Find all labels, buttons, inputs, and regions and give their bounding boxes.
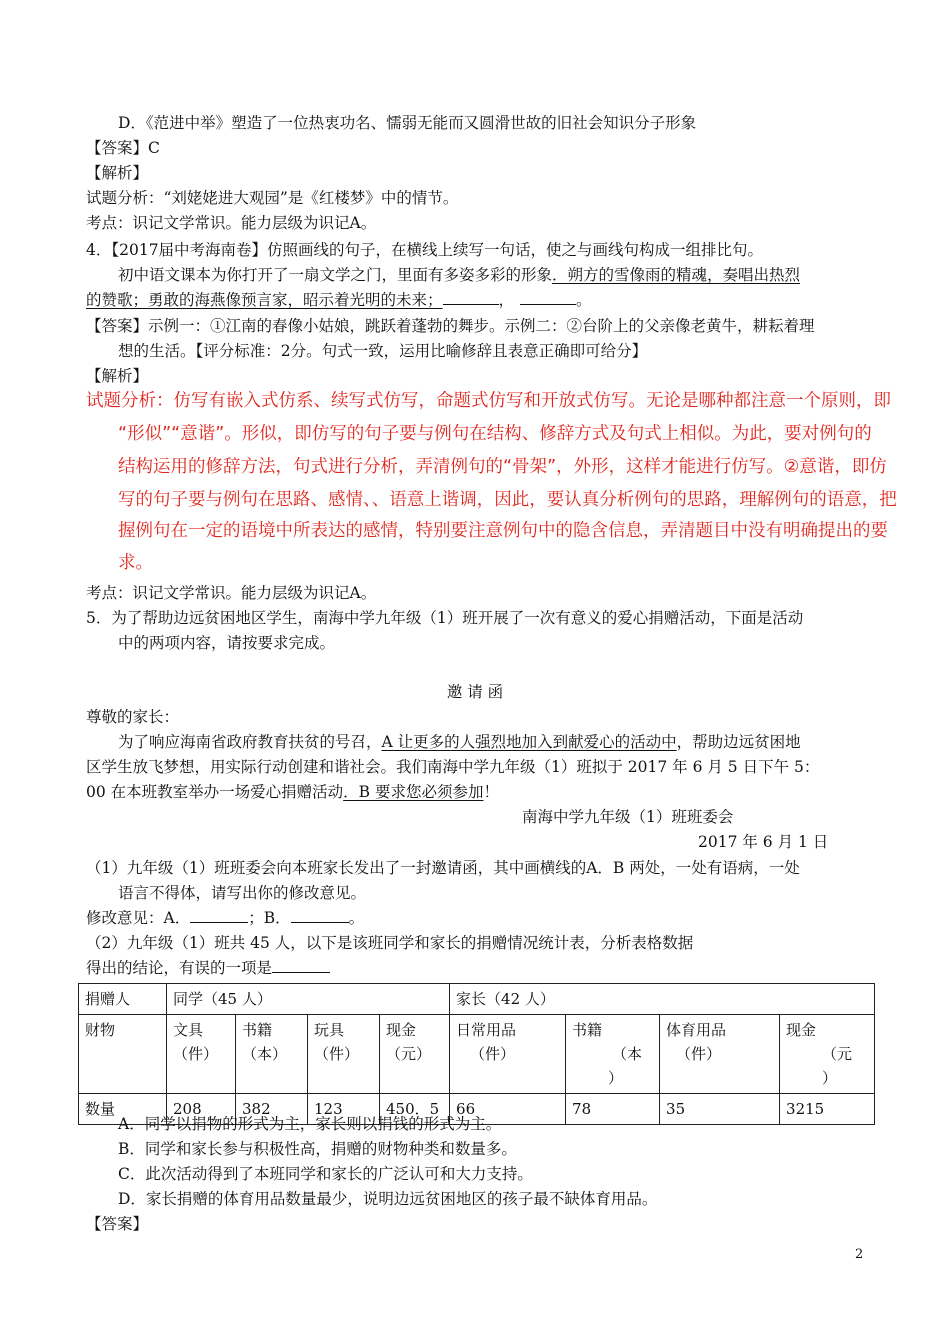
q4-kaodian: 考点：识记文学常识。能力层级为识记A。	[86, 584, 377, 602]
col-unit: （本）	[242, 1045, 288, 1063]
table-cell: 208	[167, 1094, 236, 1125]
col-name: 玩具	[314, 1021, 345, 1039]
col-unit-close: ）	[608, 1069, 624, 1087]
table-header-parents: 家长（42 人）	[450, 984, 875, 1015]
q5-prompt-line2: 中的两项内容，请按要求完成。	[118, 634, 336, 652]
q5-answer-label: 【答案】	[86, 1215, 149, 1233]
table-cell: 3215	[780, 1094, 875, 1125]
table-header-item: 财物	[79, 1015, 167, 1094]
q5-fix-blank-b[interactable]	[291, 908, 349, 923]
q3-analysis-label: 【解析】	[86, 164, 149, 182]
letter-underline-a: A 让更多的人强烈地加入到献爱心的活动中	[381, 733, 677, 751]
col-unit-close: ）	[822, 1069, 838, 1087]
col-name: 书籍	[242, 1021, 273, 1039]
letter-body1-rest: ，帮助边远贫困地	[676, 733, 801, 751]
q4-blank-end: 。	[576, 291, 592, 309]
table-cell: 78	[566, 1094, 660, 1125]
q4-prompt: 4．【2017届中考海南卷】仿照画线的句子，在横线上续写一句话，使之与画线句构成一组排比句。	[86, 241, 764, 259]
table-col-header	[380, 1015, 450, 1094]
q4-blank-sep: ，	[498, 291, 515, 309]
q5-sub1-line1: （1）九年级（1）班班委会向本班家长发出了一封邀请函，其中画横线的A．B 两处，一处有语病，一处	[86, 859, 800, 877]
q5-fix-blank-a[interactable]	[190, 908, 248, 923]
table-cell: 382	[236, 1094, 308, 1125]
letter-salutation: 尊敬的家长：	[86, 708, 180, 726]
donation-table	[78, 983, 875, 1125]
q5-option-b: B．同学和家长参与积极性高，捐赠的财物种类和数量多。	[118, 1140, 517, 1158]
q4-analysis-label: 【解析】	[86, 367, 149, 385]
col-name: 文具	[173, 1021, 204, 1039]
q5-option-a: A．同学以捐物的形式为主，家长则以捐钱的形式为主。	[118, 1115, 502, 1133]
q5-prompt-line1: 5．为了帮助边远贫困地区学生，南海中学九年级（1）班开展了一次有意义的爱心捐赠活动，下面是活动	[86, 609, 804, 627]
q4-passage-underlined-1: ．朔方的雪像雨的精魂，奏唱出热烈	[552, 266, 801, 284]
letter-body-line3	[86, 782, 499, 802]
q4-passage-line2	[86, 290, 592, 310]
col-unit: （件）	[470, 1045, 516, 1063]
table-col-header	[236, 1015, 308, 1094]
table-cell: 35	[660, 1094, 780, 1125]
col-name: 现金	[786, 1021, 817, 1039]
letter-body3-end: ！	[483, 783, 499, 801]
q4-blank-1[interactable]	[443, 290, 499, 305]
col-name: 日常用品	[456, 1021, 517, 1039]
table-cell: 66	[450, 1094, 566, 1125]
table-col-header	[566, 1015, 660, 1094]
letter-signature: 南海中学九年级（1）班班委会	[522, 808, 734, 826]
q5-sub1-line2: 语言不得体，请写出你的修改意见。	[118, 884, 367, 902]
q4-passage-line1	[118, 265, 800, 285]
q5-sub2-line2	[86, 958, 330, 978]
q5-sub1-fix	[86, 908, 364, 928]
table-col-header	[780, 1015, 875, 1094]
q4-answer-line2: 想的生活。【评分标准：2分。句式一致，运用比喻修辞且表意正确即可给分】	[118, 342, 648, 360]
q5-sub2-blank[interactable]	[272, 958, 330, 973]
col-name: 现金	[386, 1021, 417, 1039]
table-col-header	[167, 1015, 236, 1094]
q5-fix-end: 。	[348, 909, 365, 927]
q4-passage-plain: 初中语文课本为你打开了一扇文学之门，里面有多姿多彩的形象	[118, 266, 553, 284]
q4-analysis-line: 握例句在一定的语境中所表达的感情，特别要注意例句中的隐含信息，弄清题目中没有明确提出的要	[118, 521, 888, 541]
q5-fix-prefix: 修改意见：A．	[86, 909, 191, 927]
letter-body-line2: 区学生放飞梦想，用实际行动创建和谐社会。我们南海中学九年级（1）班拟于 2017 年 6 月 5 日下午 5：	[86, 758, 820, 776]
letter-body3-plain: 00 在本班教室举办一场爱心捐赠活动	[86, 783, 344, 801]
table-row-label: 数量	[79, 1094, 167, 1125]
q5-option-c: C．此次活动得到了本班同学和家长的广泛认可和大力支持。	[118, 1165, 533, 1183]
table-cell: 450．5	[380, 1094, 450, 1125]
q4-passage-underlined-2: 的赞歌；勇敢的海燕像预言家，昭示着光明的未来；	[86, 291, 443, 309]
letter-underline-b: ．B 要求您必须参加	[343, 783, 484, 801]
table-col-header	[308, 1015, 380, 1094]
table-col-header	[450, 1015, 566, 1094]
q3-kaodian: 考点：识记文学常识。能力层级为识记A。	[86, 214, 377, 232]
table-col-header	[660, 1015, 780, 1094]
q4-analysis-line: 求。	[118, 553, 153, 573]
page-number: 2	[855, 1247, 864, 1262]
q4-analysis-line: 写的句子要与例句在思路、感情、、语意上谐调，因此，要认真分析例句的思路，理解例句的语意，把	[118, 490, 897, 510]
col-unit: （件）	[676, 1045, 722, 1063]
letter-body1-plain: 为了响应海南省政府教育扶贫的号召，	[118, 733, 382, 751]
q3-option-d: D．《范进中举》塑造了一位热衷功名、懦弱无能而又圆滑世故的旧社会知识分子形象	[118, 114, 697, 132]
q4-analysis-line: “形似”“意谐”。形似，即仿写的句子要与例句在结构、修辞方式及句式上相似。为此，要对例句的	[118, 424, 872, 444]
q4-answer-line1: 【答案】示例一：①江南的春像小姑娘，跳跃着蓬勃的舞步。示例二：②台阶上的父亲像老黄牛，耕耘着理	[86, 317, 815, 335]
q5-option-d: D．家长捐赠的体育用品数量最少，说明边远贫困地区的孩子最不缺体育用品。	[118, 1190, 658, 1208]
q4-analysis-line: 试题分析：仿写有嵌入式仿系、续写式仿写，命题式仿写和开放式仿写。无论是哪种都注意一个原则，即	[86, 391, 891, 411]
q3-answer: 【答案】C	[86, 139, 160, 157]
col-name: 体育用品	[666, 1021, 727, 1039]
q4-analysis-line: 结构运用的修辞方法，句式进行分析，弄清例句的“骨架”，外形，这样才能进行仿写。②意谐，即仿	[118, 457, 887, 477]
table-header-donor: 捐赠人	[79, 984, 167, 1015]
letter-date: 2017 年 6 月 1 日	[698, 833, 829, 851]
q5-fix-mid: ；B．	[248, 909, 291, 927]
q5-sub2-line1: （2）九年级（1）班共 45 人，以下是该班同学和家长的捐赠情况统计表，分析表格数据	[86, 934, 694, 952]
col-unit: （件）	[173, 1045, 219, 1063]
col-unit: （件）	[314, 1045, 360, 1063]
q5-sub2-text: 得出的结论，有误的一项是	[86, 959, 273, 977]
table-header-students: 同学（45 人）	[167, 984, 450, 1015]
letter-body-line1	[118, 732, 801, 752]
letter-title: 邀 请 函	[446, 683, 504, 701]
q4-blank-2[interactable]	[520, 290, 576, 305]
col-unit: （元）	[386, 1045, 432, 1063]
col-unit: （本	[612, 1045, 643, 1063]
col-unit: （元	[822, 1045, 853, 1063]
col-name: 书籍	[572, 1021, 603, 1039]
table-cell: 123	[308, 1094, 380, 1125]
q3-analysis: 试题分析：“刘姥姥进大观园”是《红楼梦》中的情节。	[86, 189, 459, 207]
